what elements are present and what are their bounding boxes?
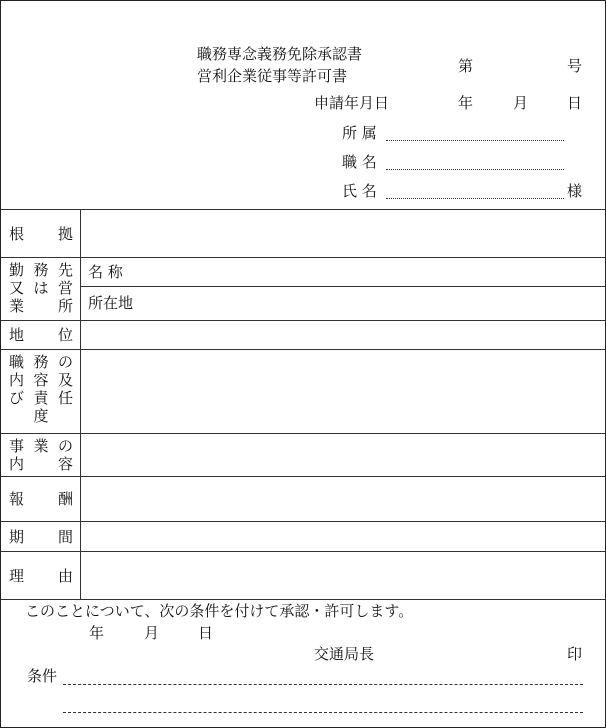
form-title-line1: 職務専念義務免除承認書 [197,45,363,63]
conditions-line-1[interactable] [63,684,583,685]
affiliation-label: 所 属 [342,124,377,142]
honorific: 様 [567,182,583,200]
number-prefix: 第 [458,57,474,75]
seal-mark: 印 [567,645,583,663]
workplace-name-label: 名 称 [88,263,123,281]
approval-date-year: 年 [89,624,105,642]
basis-value[interactable] [83,211,601,255]
approval-date-day: 日 [198,624,214,642]
business-label: 事 業 の 内 容 [9,437,73,473]
row-subdivider [80,286,605,287]
director-title: 交通局長 [314,645,375,663]
row-divider [1,551,605,552]
number-suffix: 号 [567,57,583,75]
position-label: 職 名 [342,153,377,171]
reason-label: 理 由 [9,567,73,585]
conditions-line-2[interactable] [63,712,583,713]
application-date-label: 申請年月日 [314,94,390,112]
table-bottom-border [1,599,605,600]
workplace-label: 勤 務 先 又 は 営 業 所 [9,261,73,315]
row-divider [1,320,605,321]
application-date-month: 月 [513,94,529,112]
label-column-divider [80,209,81,599]
approval-date-month: 月 [144,624,160,642]
basis-label: 根 拠 [9,225,73,243]
position-line[interactable] [386,169,564,170]
application-date-day: 日 [567,94,583,112]
status-label: 地 位 [9,326,73,344]
row-divider [1,521,605,522]
form-title-line2: 営利企業従事等許可書 [197,67,348,85]
row-divider [1,257,605,258]
name-label: 氏 名 [342,182,377,200]
affiliation-line[interactable] [386,140,564,141]
row-divider [1,433,605,434]
conditions-label: 条件 [27,667,58,685]
compensation-label: 報 酬 [9,490,73,508]
table-top-border [1,209,605,210]
workplace-address-label: 所在地 [88,294,134,312]
name-line[interactable] [386,198,564,199]
application-date-year: 年 [458,94,474,112]
row-divider [1,349,605,350]
period-label: 期 間 [9,528,73,546]
approval-statement: このことについて、次の条件を付けて承認・許可します。 [25,602,414,620]
duties-label: 職 務 の 内 容 及 び 責 任 度 [9,353,73,425]
row-divider [1,476,605,477]
